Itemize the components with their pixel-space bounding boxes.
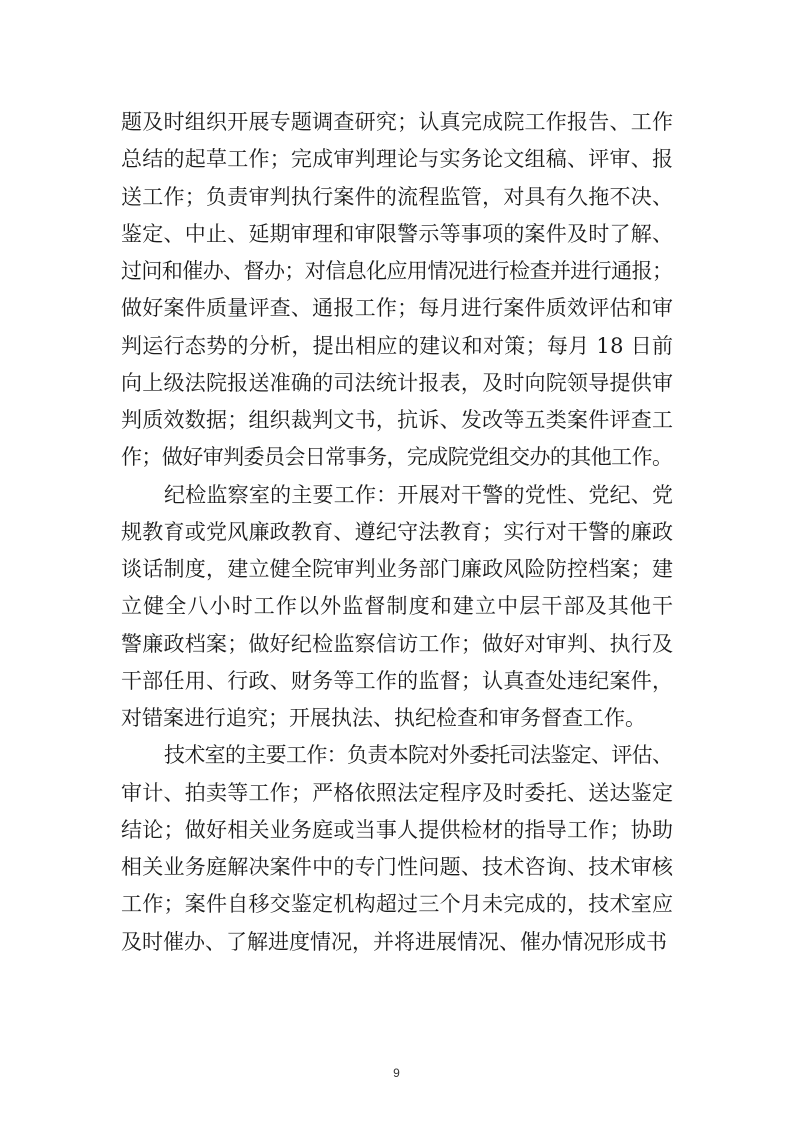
text-line (0, 288, 793, 328)
text-line-content: 规教育或党风廉政教育、遵纪守法教育；实行对干警的廉政 (121, 519, 674, 544)
text-line-content: 结论；做好相关业务庭或当事人提供检材的指导工作；协助 (121, 817, 674, 842)
text-line-content: 鉴定、中止、延期审理和审限警示等事项的案件及时了解、 (121, 221, 674, 246)
text-line-content: 及时催办、了解进度情况，并将进展情况、催办情况形成书 (121, 929, 667, 954)
text-line-content: 审计、拍卖等工作；严格依照法定程序及时委托、送达鉴定 (121, 780, 674, 805)
text-line-content: 判质效数据；组织裁判文书，抗诉、发改等五类案件评查工 (121, 408, 674, 432)
text-line (0, 884, 793, 924)
text-line-content: 对错案进行追究；开展执法、执纪检查和审务督查工作。 (121, 706, 646, 730)
text-line-content: 工作；案件自移交鉴定机构超过三个月未完成的，技术室应 (121, 892, 674, 917)
text-line (0, 177, 793, 217)
text-line (0, 102, 793, 142)
text-line-content: 谈话制度，建立健全院审判业务部门廉政风险防控档案；建 (121, 557, 674, 581)
text-line (0, 139, 793, 179)
text-line (0, 810, 793, 850)
text-line (0, 698, 793, 738)
text-line-content: 过问和催办、督办；对信息化应用情况进行检查并进行通报； (121, 259, 673, 283)
text-line (0, 400, 793, 440)
text-line (0, 251, 793, 291)
text-line (0, 512, 793, 552)
text-line-content: 技术室的主要工作：负责本院对外委托司法鉴定、评估、 (164, 743, 673, 768)
text-line-content: 警廉政档案；做好纪检监察信访工作；做好对审判、执行及 (121, 631, 674, 656)
text-line-content: 送工作；负责审判执行案件的流程监管，对具有久拖不决、 (121, 184, 674, 209)
text-line (0, 922, 793, 962)
text-line-content: 向上级法院报送准确的司法统计报表，及时向院领导提供审 (121, 370, 674, 395)
text-line (0, 326, 793, 366)
text-line (0, 549, 793, 589)
text-line (0, 773, 793, 813)
text-line (0, 624, 793, 664)
text-line-content: 立健全八小时工作以外监督制度和建立中层干部及其他干 (121, 594, 675, 619)
text-line-content: 纪检监察室的主要工作：开展对干警的党性、党纪、党 (164, 482, 674, 507)
text-line (0, 847, 793, 887)
text-line-content: 相关业务庭解决案件中的专门性问题、技术咨询、技术审核 (121, 855, 674, 879)
text-line-content: 作；做好审判委员会日常事务，完成院党组交办的其他工作。 (121, 445, 673, 470)
page-number: 9 (393, 1066, 400, 1080)
text-line (0, 661, 793, 701)
text-line (0, 475, 793, 515)
text-line-content: 判运行态势的分析，提出相应的建议和对策；每月 18 日前 (121, 333, 674, 358)
text-line (0, 214, 793, 254)
text-line (0, 437, 793, 477)
text-line-content: 做好案件质量评查、通报工作；每月进行案件质效评估和审 (121, 296, 674, 321)
text-line-content: 干部任用、行政、财务等工作的监督；认真查处违纪案件， (121, 668, 674, 693)
text-line-content: 总结的起草工作；完成审判理论与实务论文组稿、评审、报 (121, 147, 674, 172)
text-line-content: 题及时组织开展专题调查研究；认真完成院工作报告、工作 (121, 110, 674, 134)
text-line (0, 586, 793, 626)
text-line (0, 363, 793, 403)
text-line (0, 735, 793, 775)
